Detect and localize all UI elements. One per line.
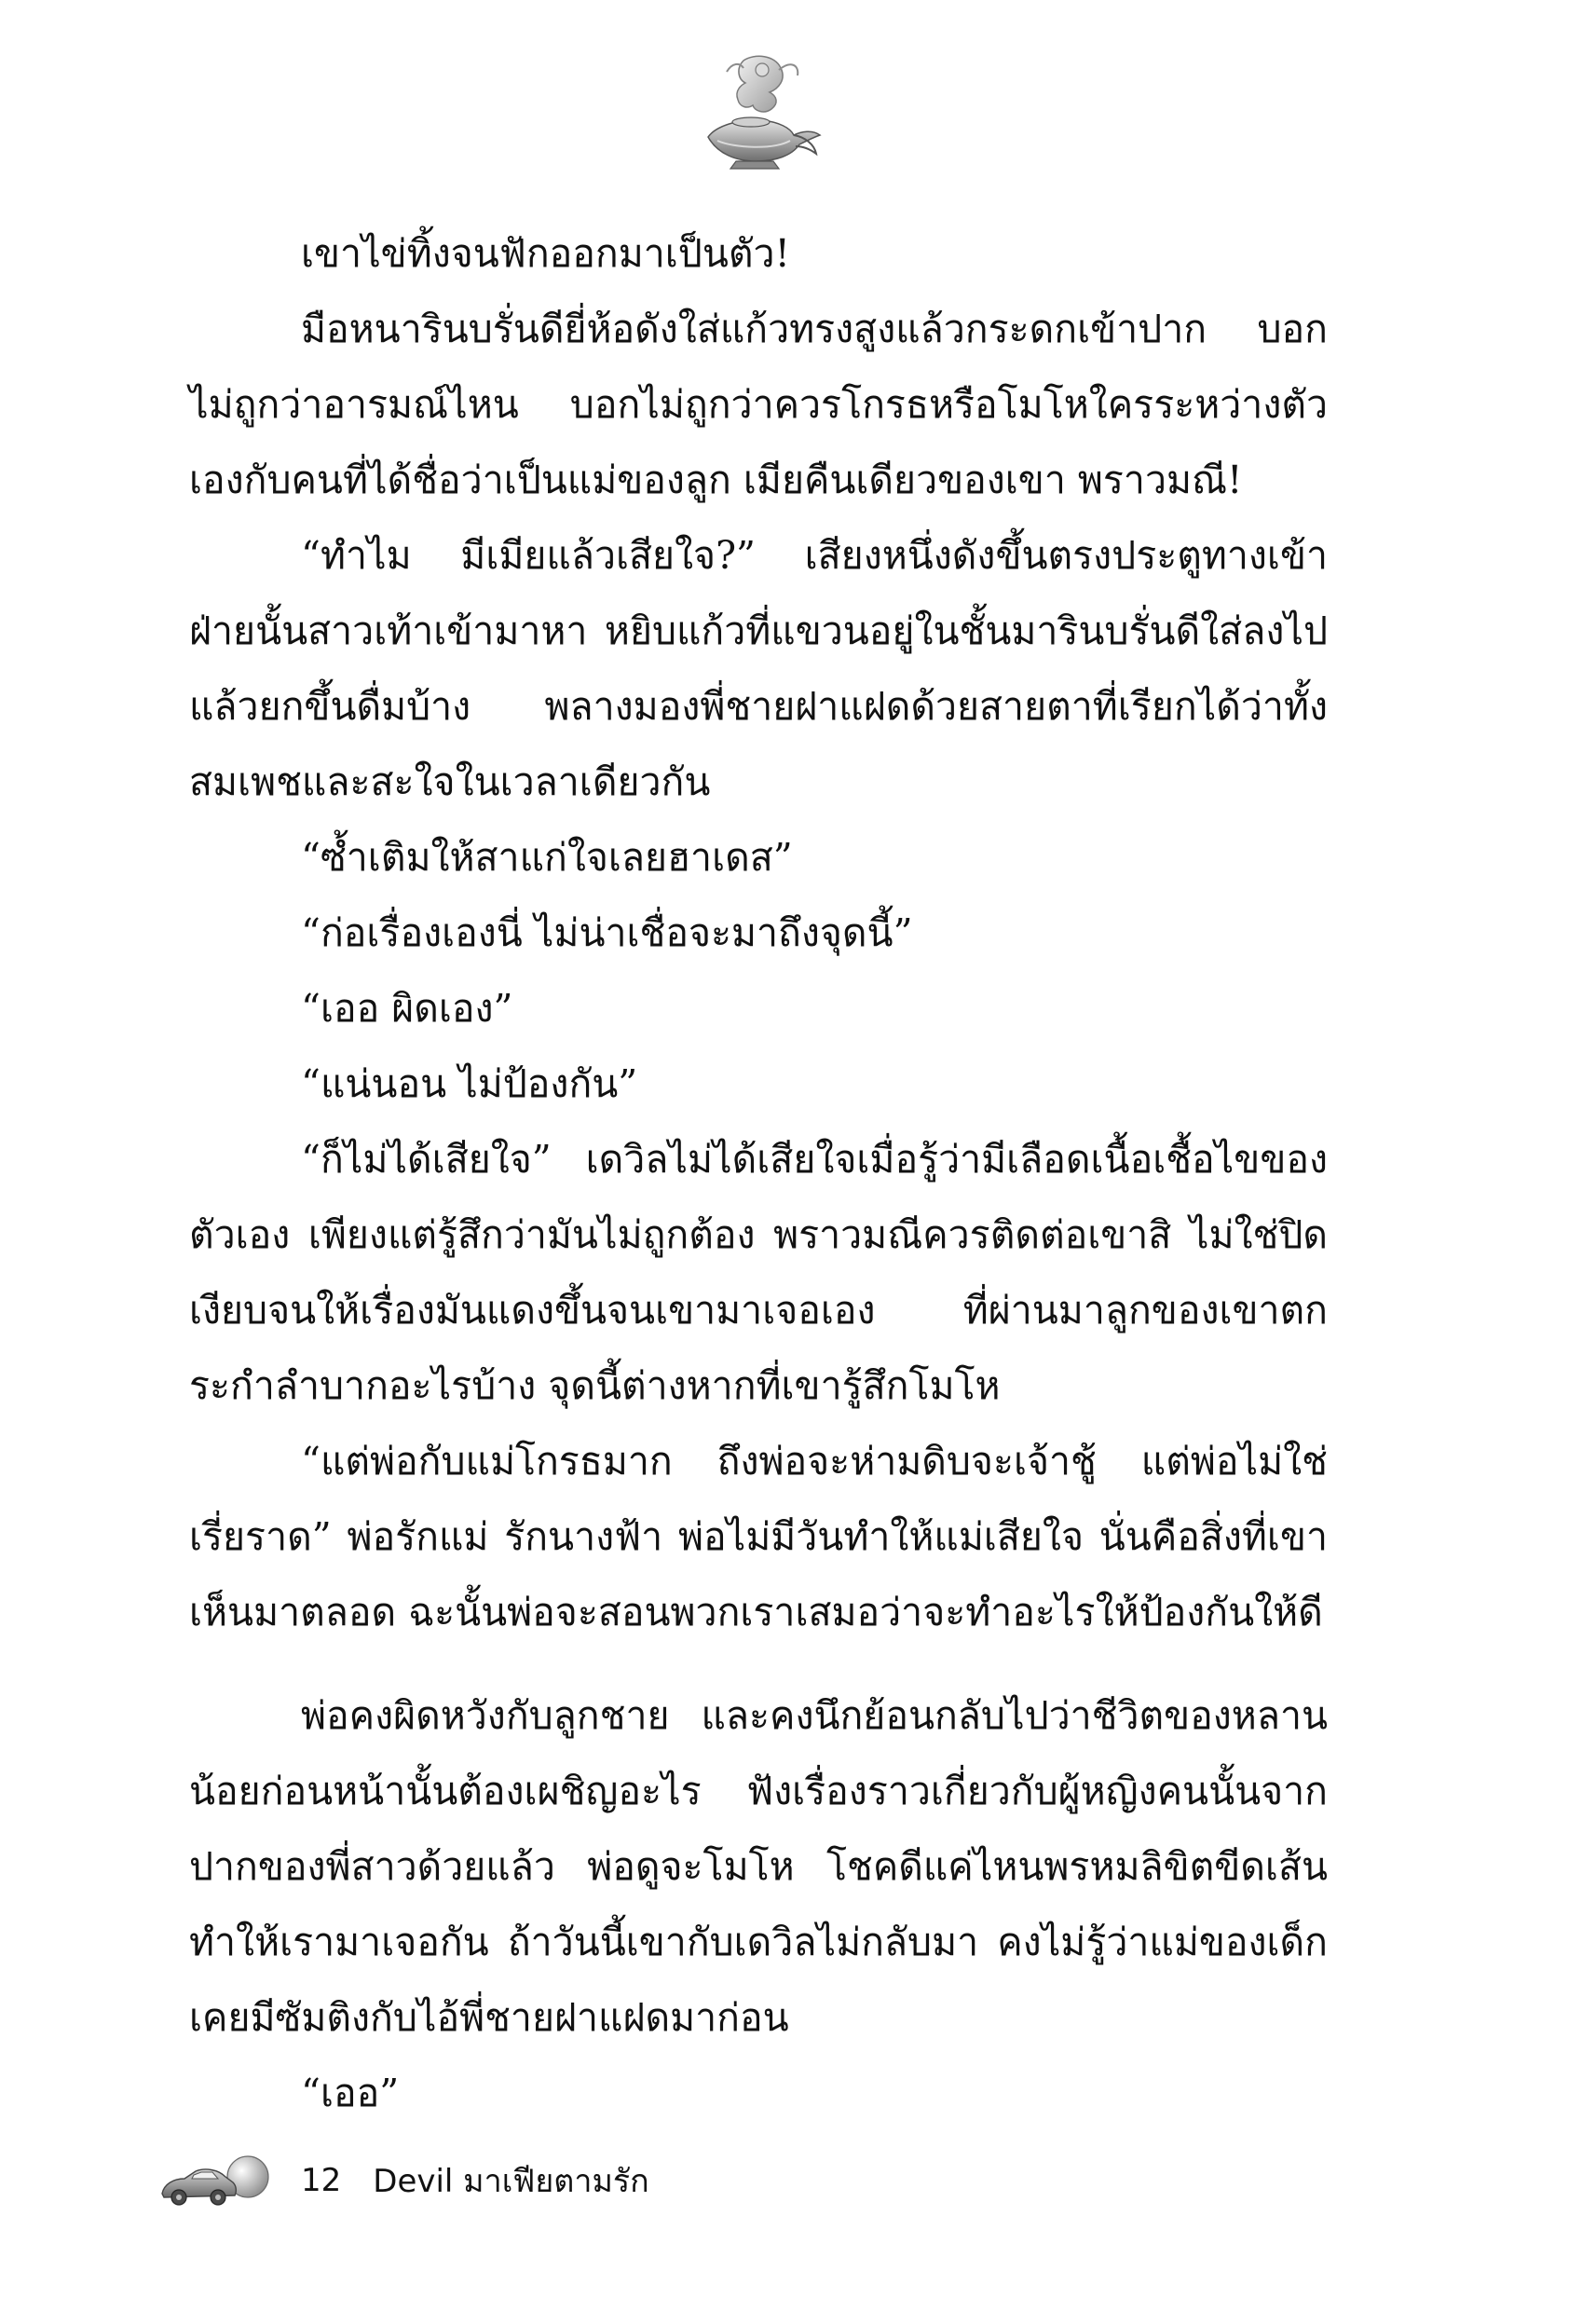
page-number: 12 xyxy=(301,2162,342,2199)
paragraph: พ่อคงผิดหวังกับลูกชาย และคงนึกย้อนกลับไปว่าชีวิตของหลานน้อยก่อนหน้านั้นต้องเผชิญอะไร ฟังเรื่องราวเกี่ยวกับผู้หญิงคนนั้นจากปากของพี่สาวด้วยแล้ว พ่อดูจะโมโห โชคดีแค่ไหนพรหมลิขิตขีดเส้นทำให้เรามาเจอกัน ถ้าวันนี้เขากับเดวิลไม่กลับมา คงไม่รู้ว่าแม่ของเด็กเคยมีซัมติงกับไอ้พี่ชายฝาแฝดมาก่อน xyxy=(189,1693,1328,2040)
paragraph: เขาไข่ทิ้งจนฟักออกมาเป็นตัว! xyxy=(301,231,790,276)
chapter-text xyxy=(189,216,1328,2131)
paragraph: “แน่นอน ไม่ป้องกัน” xyxy=(301,1061,638,1106)
paragraph: “ซ้ำเติมให้สาแก่ใจเลยฮาเดส” xyxy=(301,835,793,880)
book-title: Devil มาเฟียตามรัก xyxy=(373,2163,649,2200)
paragraph: “เออ ผิดเอง” xyxy=(301,986,513,1031)
paragraph: “เออ” xyxy=(301,2071,400,2115)
magic-lamp-icon xyxy=(689,51,825,172)
paragraph: “แต่พ่อกับแม่โกรธมาก ถึงพ่อจะห่ามดิบจะเจ้าชู้ แต่พ่อไม่ใช่เรี่ยราด” พ่อรักแม่ รักนางฟ้า พ่อไม่มีวันทำให้แม่เสียใจ นั่นคือสิ่งที่เขาเห็นมาตลอด ฉะนั้นพ่อจะสอนพวกเราเสมอว่าจะทำอะไรให้ป้องกันให้ดี xyxy=(189,1439,1328,1634)
paragraph: “ทำไม มีเมียแล้วเสียใจ?” เสียงหนึ่งดังขึ้นตรงประตูทางเข้า ฝ่ายนั้นสาวเท้าเข้ามาหา หยิบแก้วที่แขวนอยู่ในชั้นมารินบรั่นดีใส่ลงไปแล้วยกขึ้นดื่มบ้าง พลางมองพี่ชายฝาแฝดด้วยสายตาที่เรียกได้ว่าทั้งสมเพชและสะใจในเวลาเดียวกัน xyxy=(189,533,1328,804)
cartoon-car-icon xyxy=(157,2153,273,2208)
paragraph: มือหนารินบรั่นดียี่ห้อดังใส่แก้วทรงสูงแล้วกระดกเข้าปาก บอกไม่ถูกว่าอารมณ์ไหน บอกไม่ถูกว่าควรโกรธหรือโมโหใครระหว่างตัวเองกับคนที่ได้ชื่อว่าเป็นแม่ของลูก เมียคืนเดียวของเขา พราวมณี! xyxy=(189,307,1328,502)
page-footer xyxy=(157,2153,649,2208)
paragraph: “ก่อเรื่องเองนี่ ไม่น่าเชื่อจะมาถึงจุดนี้” xyxy=(301,910,913,955)
paragraph: “ก็ไม่ได้เสียใจ” เดวิลไม่ได้เสียใจเมื่อรู้ว่ามีเลือดเนื้อเชื้อไขของตัวเอง เพียงแต่รู้สึกว่ามันไม่ถูกต้อง พราวมณีควรติดต่อเขาสิ ไม่ใช่ปิดเงียบจนให้เรื่องมันแดงขึ้นจนเขามาเจอเอง ที่ผ่านมาลูกของเขาตกระกำลำบากอะไรบ้าง จุดนี้ต่างหากที่เขารู้สึกโมโห xyxy=(189,1137,1328,1408)
